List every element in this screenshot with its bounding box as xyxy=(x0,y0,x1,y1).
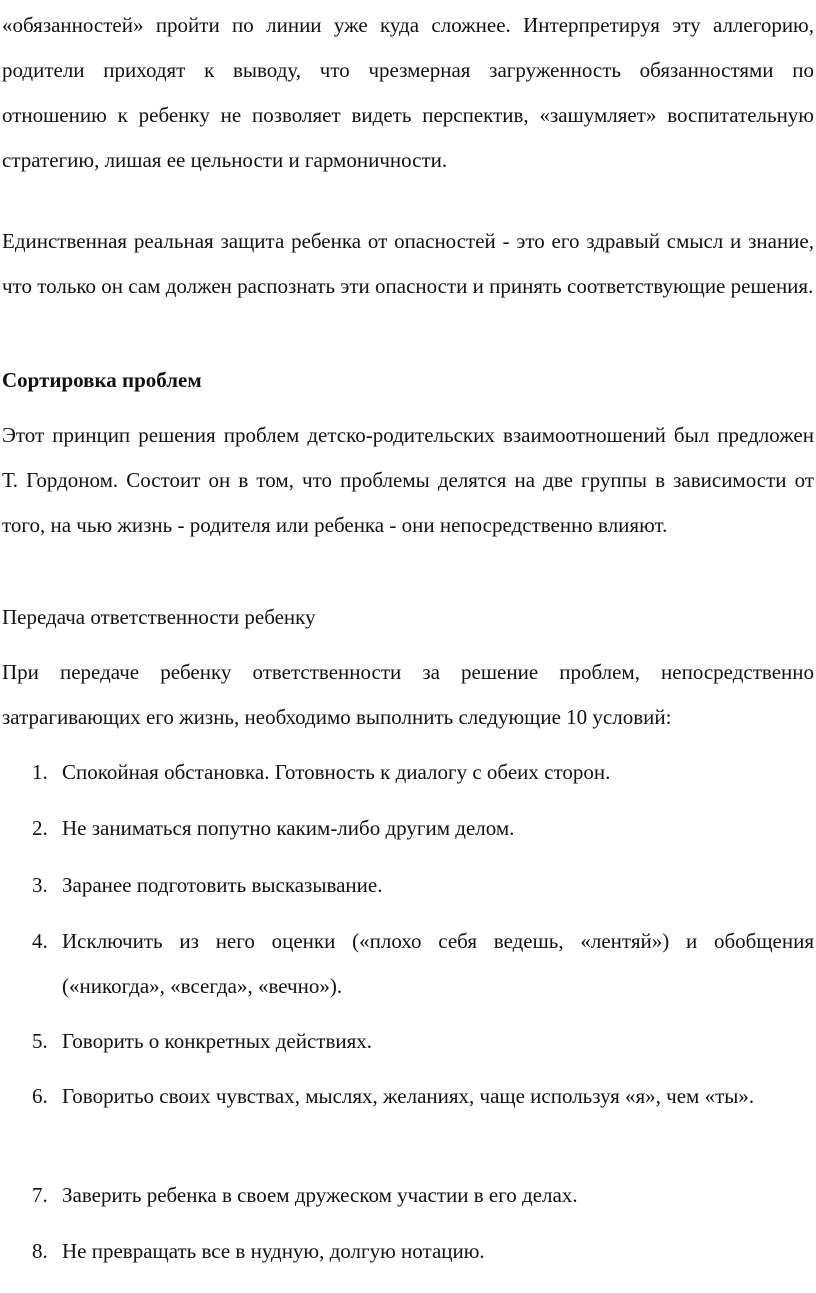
list-item-text: Спокойная обстановка. Готовность к диалогу с обеих сторон. xyxy=(62,760,611,784)
list-item-number: 3. xyxy=(32,873,48,897)
list-item-text: Заверить ребенка в своем дружеском участии в его делах. xyxy=(62,1183,578,1207)
paragraph-gordon-principle: Этот принцип решения проблем детско-родительских взаимоотношений был предложен Т. Гордоном. Состоит он в том, что проблемы делятся на две группы в зависимости от того, на чью жизнь - родителя или ребенка - они непосредственно влияют. xyxy=(2,423,814,537)
list-item-number: 6. xyxy=(32,1084,48,1108)
list-item-number: 1. xyxy=(32,760,48,784)
list-item-number: 7. xyxy=(32,1183,48,1207)
list-item-text: Говоритьо своих чувствах, мыслях, желаниях, чаще используя «я», чем «ты». xyxy=(62,1084,755,1108)
section-heading: Сортировка проблем xyxy=(2,368,202,392)
list-item-text: Исключить из него оценки («плохо себя ведешь, «лентяй») и обобщения («никогда», «всегда», «вечно»). xyxy=(62,929,814,998)
list-item-text: Говорить о конкретных действиях. xyxy=(62,1029,373,1053)
paragraph-conditions-intro: При передаче ребенку ответственности за решение проблем, непосредственно затрагивающих его жизнь, необходимо выполнить следующие 10 условий: xyxy=(2,660,814,729)
list-item-number: 5. xyxy=(32,1029,48,1053)
paragraph-responsibility-title: Передача ответственности ребенку xyxy=(2,605,316,629)
list-item-text: Заранее подготовить высказывание. xyxy=(62,873,383,897)
list-item-number: 4. xyxy=(32,929,48,953)
list-item-text: Не заниматься попутно каким-либо другим делом. xyxy=(62,816,515,840)
list-item-text: Не превращать все в нудную, долгую нотацию. xyxy=(62,1239,485,1263)
paragraph-child-protection: Единственная реальная защита ребенка от опасностей - это его здравый смысл и знание, что только он сам должен распознать эти опасности и принять соответствующие решения. xyxy=(2,229,814,298)
list-item-number: 8. xyxy=(32,1239,48,1263)
list-item-number: 2. xyxy=(32,816,48,840)
paragraph-allegory: «обязанностей» пройти по линии уже куда сложнее. Интерпретируя эту аллегорию, родители приходят к выводу, что чрезмерная загруженность обязанностями по отношению к ребенку не позволяет видеть перспектив, «зашумляет» воспитательную стратегию, лишая ее цельности и гармоничности. xyxy=(2,13,814,172)
